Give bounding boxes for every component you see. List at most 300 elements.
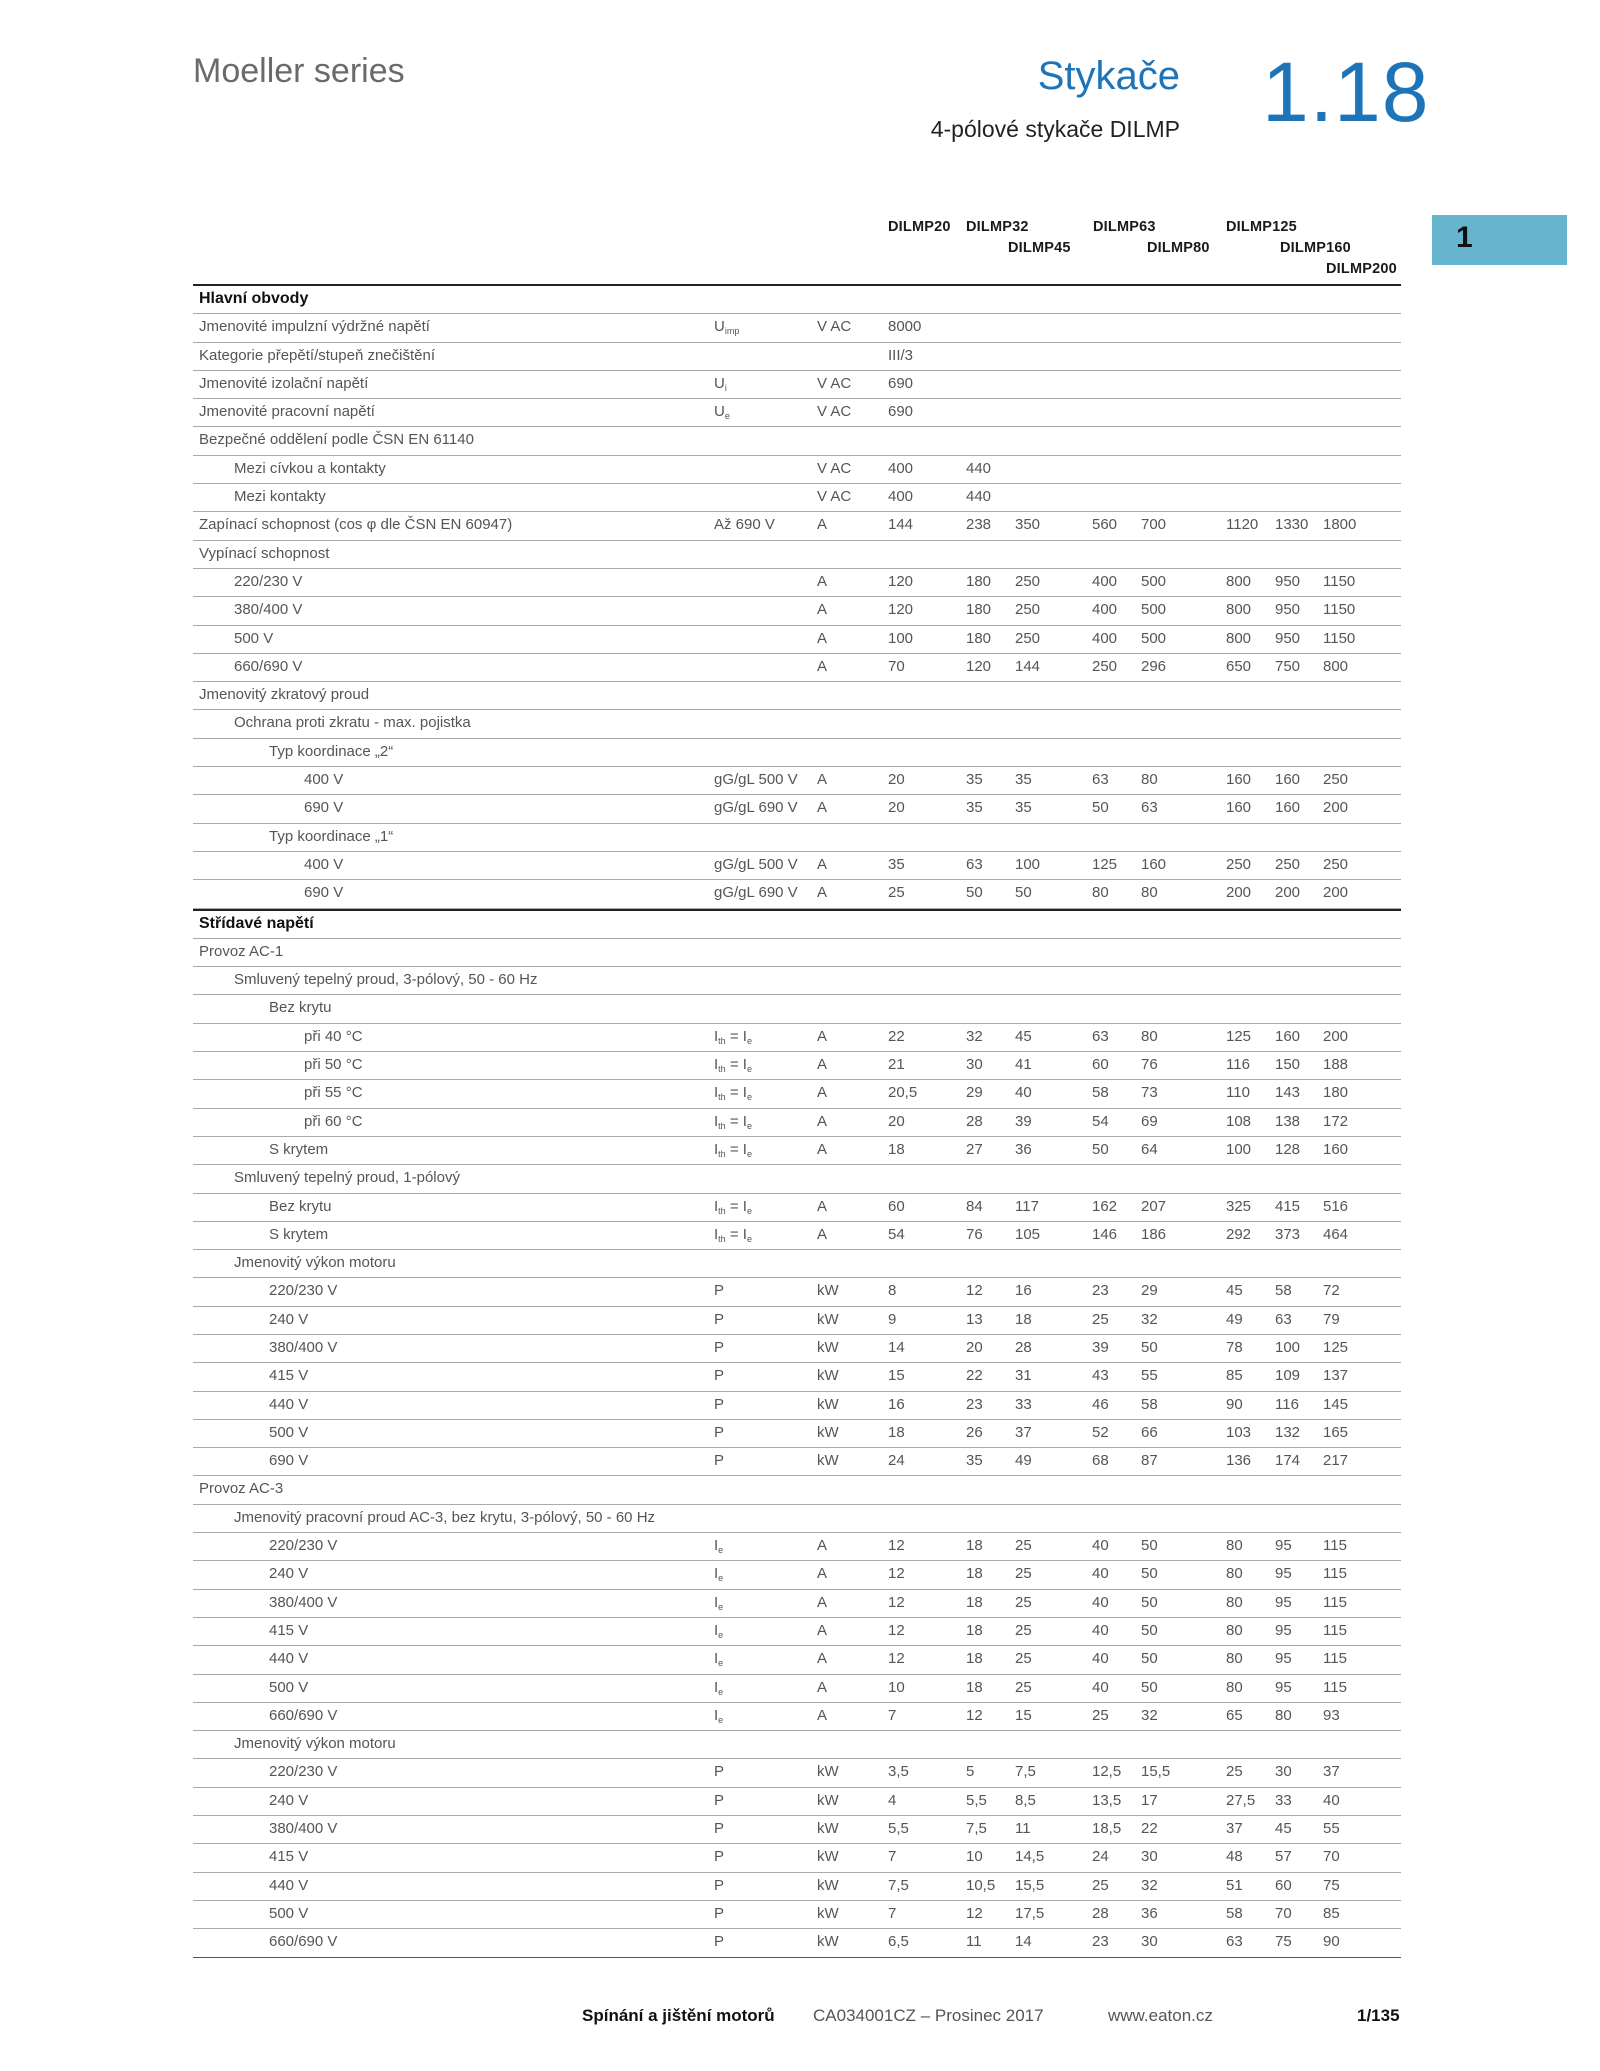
section-number: 1.18	[1262, 45, 1430, 139]
table-cell: 75	[1323, 1876, 1340, 1894]
chapter-tab-label: 1	[1456, 221, 1473, 254]
table-cell: 22	[1141, 1820, 1158, 1838]
table-cell: 60	[888, 1197, 905, 1215]
table-cell: 40	[1015, 1084, 1032, 1102]
table-cell: 50	[1092, 1140, 1109, 1158]
row-label: 240 V	[269, 1565, 309, 1583]
table-row	[193, 1307, 1401, 1335]
table-cell: 10,5	[966, 1876, 996, 1894]
table-cell: 95	[1275, 1650, 1292, 1668]
table-row	[193, 1788, 1401, 1816]
row-label: 500 V	[269, 1678, 309, 1696]
row-unit: A	[817, 1140, 828, 1158]
table-cell: 200	[1323, 799, 1349, 817]
table-cell: 200	[1323, 884, 1349, 902]
table-cell: 60	[1092, 1056, 1109, 1074]
table-cell: 50	[1092, 799, 1109, 817]
column-header: DILMP20	[888, 219, 951, 235]
table-cell: 500	[1141, 629, 1167, 647]
table-cell: 54	[888, 1225, 905, 1243]
page-subtitle: 4-pólové stykače DILMP	[930, 116, 1180, 142]
row-label: při 60 °C	[304, 1112, 363, 1130]
row-unit: kW	[817, 1395, 839, 1413]
table-cell: 93	[1323, 1706, 1340, 1724]
table-cell: 72	[1323, 1282, 1340, 1300]
table-cell: 180	[966, 572, 992, 590]
table-cell: 32	[1141, 1310, 1158, 1328]
table-row	[193, 1222, 1401, 1250]
row-unit: V AC	[817, 403, 852, 421]
row-label: 380/400 V	[234, 601, 303, 619]
table-cell: 31	[1015, 1367, 1032, 1385]
table-cell: 143	[1275, 1084, 1301, 1102]
table-cell: 12	[888, 1537, 905, 1555]
row-label: Hlavní obvody	[199, 290, 309, 307]
table-cell: 180	[966, 601, 992, 619]
table-cell: 12	[888, 1650, 905, 1668]
row-label: 220/230 V	[234, 572, 303, 590]
table-cell: 35	[1015, 799, 1032, 817]
table-cell: 400	[1092, 572, 1118, 590]
table-cell: 690	[888, 403, 914, 421]
row-label: 240 V	[269, 1310, 309, 1328]
row-symbol: P	[714, 1933, 725, 1951]
table-cell: 115	[1323, 1593, 1347, 1611]
table-cell: 37	[1226, 1820, 1243, 1838]
table-cell: 84	[966, 1197, 983, 1215]
table-cell: 22	[966, 1367, 983, 1385]
row-label: Typ koordinace „1“	[269, 827, 394, 845]
table-row	[193, 1759, 1401, 1787]
row-label: 500 V	[234, 629, 274, 647]
row-symbol: $I_e$	[714, 1650, 724, 1669]
table-cell: 50	[966, 884, 983, 902]
table-cell: 12	[888, 1621, 905, 1639]
row-label: při 50 °C	[304, 1056, 363, 1074]
row-label: 220/230 V	[269, 1763, 338, 1781]
table-cell: 50	[1141, 1650, 1158, 1668]
table-row	[193, 654, 1401, 682]
table-cell: 54	[1092, 1112, 1109, 1130]
row-symbol: $I_e$	[714, 1565, 724, 1584]
row-symbol: P	[714, 1820, 725, 1838]
row-label: 415 V	[269, 1621, 309, 1639]
row-label: 690 V	[269, 1452, 309, 1470]
table-cell: 70	[1323, 1848, 1340, 1866]
row-unit: A	[817, 1225, 828, 1243]
table-cell: 41	[1015, 1056, 1032, 1074]
table-row	[193, 1392, 1401, 1420]
column-header: DILMP63	[1093, 219, 1156, 235]
row-label: při 55 °C	[304, 1084, 363, 1102]
spec-table	[193, 284, 1401, 1958]
table-cell: 11	[966, 1933, 982, 1951]
table-cell: 73	[1141, 1084, 1158, 1102]
table-cell: 1150	[1323, 601, 1356, 619]
table-cell: 32	[1141, 1706, 1158, 1724]
table-cell: 25	[888, 884, 905, 902]
table-row	[193, 1194, 1401, 1222]
table-cell: 58	[1275, 1282, 1292, 1300]
table-cell: 150	[1275, 1056, 1301, 1074]
row-symbol: P	[714, 1452, 725, 1470]
table-cell: 10	[888, 1678, 905, 1696]
row-unit: kW	[817, 1791, 839, 1809]
table-cell: 43	[1092, 1367, 1109, 1385]
row-label: Bezpečné oddělení podle ČSN EN 61140	[199, 431, 474, 449]
row-label: Mezi cívkou a kontakty	[234, 459, 386, 477]
row-symbol: $I_{th} = I_e$	[714, 1197, 752, 1216]
row-symbol: P	[714, 1763, 725, 1781]
table-cell: 30	[1275, 1763, 1292, 1781]
table-cell: 36	[1015, 1140, 1032, 1158]
table-cell: 250	[1323, 855, 1349, 873]
row-unit: A	[817, 1706, 828, 1724]
table-cell: 125	[1323, 1338, 1349, 1356]
row-symbol: gG/gL 500 V	[714, 771, 798, 789]
table-cell: 22	[888, 1027, 905, 1045]
chapter-tab[interactable]	[1432, 215, 1567, 265]
table-row	[193, 710, 1401, 738]
table-row	[193, 1278, 1401, 1306]
table-row	[193, 1080, 1401, 1108]
table-cell: 18,5	[1092, 1820, 1122, 1838]
table-cell: 207	[1141, 1197, 1167, 1215]
table-cell: 23	[1092, 1933, 1109, 1951]
row-label: 415 V	[269, 1367, 309, 1385]
section-row	[193, 909, 1401, 939]
footer-page: 1/135	[1357, 2006, 1400, 2025]
row-symbol: $I_{th} = I_e$	[714, 1027, 752, 1046]
table-cell: 10	[966, 1848, 983, 1866]
table-row	[193, 597, 1401, 625]
table-row	[193, 1561, 1401, 1589]
table-cell: 144	[888, 516, 914, 534]
row-label: 380/400 V	[269, 1820, 338, 1838]
table-cell: 58	[1226, 1904, 1243, 1922]
table-cell: 18	[966, 1593, 983, 1611]
table-cell: 7,5	[1015, 1763, 1036, 1781]
table-cell: 250	[1015, 601, 1041, 619]
table-cell: 40	[1092, 1678, 1109, 1696]
table-row	[193, 939, 1401, 967]
table-cell: 138	[1275, 1112, 1301, 1130]
row-unit: A	[817, 855, 828, 873]
row-unit: kW	[817, 1848, 839, 1866]
column-header: DILMP80	[1147, 240, 1210, 256]
table-row	[193, 967, 1401, 995]
row-symbol: $I_e$	[714, 1537, 724, 1556]
row-symbol: $I_e$	[714, 1593, 724, 1612]
table-cell: 85	[1226, 1367, 1243, 1385]
table-cell: 296	[1141, 657, 1167, 675]
table-cell: 7	[888, 1904, 897, 1922]
row-symbol: $I_{th} = I_e$	[714, 1056, 752, 1075]
table-cell: 18	[888, 1423, 905, 1441]
table-cell: 76	[966, 1225, 983, 1243]
table-row	[193, 371, 1401, 399]
table-row	[193, 399, 1401, 427]
table-cell: 80	[1141, 1027, 1158, 1045]
table-cell: 950	[1275, 629, 1301, 647]
table-cell: 40	[1092, 1593, 1109, 1611]
table-cell: 516	[1323, 1197, 1349, 1215]
table-row	[193, 1250, 1401, 1278]
row-label: 690 V	[304, 799, 344, 817]
table-cell: 35	[966, 771, 983, 789]
footer-section: Spínání a jištění motorů	[582, 2006, 775, 2025]
table-cell: III/3	[888, 346, 914, 364]
table-cell: 100	[888, 629, 914, 647]
row-label: Provoz AC-1	[199, 942, 284, 960]
table-cell: 115	[1323, 1537, 1347, 1555]
table-cell: 325	[1226, 1197, 1252, 1215]
table-cell: 24	[888, 1452, 905, 1470]
table-cell: 50	[1141, 1621, 1158, 1639]
table-cell: 750	[1275, 657, 1301, 675]
table-cell: 32	[966, 1027, 983, 1045]
table-cell: 20	[888, 1112, 905, 1130]
table-cell: 8000	[888, 318, 922, 336]
table-cell: 63	[1226, 1933, 1243, 1951]
table-row	[193, 343, 1401, 371]
table-row	[193, 1590, 1401, 1618]
table-cell: 16	[1015, 1282, 1032, 1300]
row-unit: kW	[817, 1338, 839, 1356]
table-cell: 13,5	[1092, 1791, 1122, 1809]
table-row	[193, 541, 1401, 569]
table-cell: 1330	[1275, 516, 1309, 534]
table-cell: 63	[1092, 1027, 1109, 1045]
row-label: Provoz AC-3	[199, 1480, 284, 1498]
table-cell: 28	[1015, 1338, 1032, 1356]
table-cell: 250	[1323, 771, 1349, 789]
table-cell: 800	[1226, 572, 1252, 590]
table-cell: 415	[1275, 1197, 1301, 1215]
table-cell: 6,5	[888, 1933, 909, 1951]
table-cell: 12	[888, 1565, 905, 1583]
row-unit: A	[817, 1056, 828, 1074]
row-unit: kW	[817, 1933, 839, 1951]
table-cell: 17	[1141, 1791, 1158, 1809]
table-cell: 80	[1141, 884, 1158, 902]
table-cell: 90	[1226, 1395, 1243, 1413]
table-cell: 12	[888, 1593, 905, 1611]
table-cell: 37	[1323, 1763, 1340, 1781]
row-unit: A	[817, 657, 828, 675]
table-cell: 25	[1092, 1876, 1109, 1894]
table-cell: 1120	[1226, 516, 1259, 534]
row-symbol: gG/gL 500 V	[714, 855, 798, 873]
row-label: 440 V	[269, 1650, 309, 1668]
table-cell: 95	[1275, 1678, 1292, 1696]
table-cell: 162	[1092, 1197, 1118, 1215]
row-unit: V AC	[817, 459, 852, 477]
table-cell: 25	[1015, 1565, 1032, 1583]
row-unit: kW	[817, 1282, 839, 1300]
table-cell: 250	[1015, 572, 1041, 590]
table-cell: 250	[1275, 855, 1301, 873]
table-cell: 165	[1323, 1423, 1349, 1441]
row-unit: A	[817, 771, 828, 789]
row-symbol: P	[714, 1904, 725, 1922]
table-cell: 35	[966, 799, 983, 817]
table-cell: 108	[1226, 1112, 1252, 1130]
table-cell: 20	[888, 799, 905, 817]
table-cell: 40	[1092, 1621, 1109, 1639]
table-cell: 1150	[1323, 572, 1356, 590]
row-symbol: $U_e$	[714, 403, 730, 422]
table-cell: 174	[1275, 1452, 1301, 1470]
row-unit: kW	[817, 1452, 839, 1470]
row-label: 690 V	[304, 884, 344, 902]
row-symbol: $I_{th} = I_e$	[714, 1084, 752, 1103]
table-cell: 20	[966, 1338, 983, 1356]
table-cell: 12,5	[1092, 1763, 1122, 1781]
table-cell: 690	[888, 374, 914, 392]
table-row	[193, 1052, 1401, 1080]
table-cell: 50	[1141, 1565, 1158, 1583]
table-cell: 18	[966, 1565, 983, 1583]
row-label: Kategorie přepětí/stupeň znečištění	[199, 346, 435, 364]
table-cell: 35	[1015, 771, 1032, 789]
table-row	[193, 1420, 1401, 1448]
table-row	[193, 795, 1401, 823]
row-label: 220/230 V	[269, 1537, 338, 1555]
table-cell: 63	[1141, 799, 1158, 817]
table-row	[193, 1901, 1401, 1929]
table-cell: 55	[1323, 1820, 1340, 1838]
table-cell: 8,5	[1015, 1791, 1036, 1809]
row-label: Smluvený tepelný proud, 1-pólový	[234, 1169, 460, 1187]
row-unit: kW	[817, 1367, 839, 1385]
table-cell: 116	[1226, 1056, 1250, 1074]
table-cell: 40	[1092, 1565, 1109, 1583]
table-row	[193, 314, 1401, 342]
row-unit: V AC	[817, 318, 852, 336]
table-cell: 25	[1015, 1537, 1032, 1555]
footer-doc: CA034001CZ – Prosinec 2017	[813, 2006, 1044, 2025]
table-cell: 400	[888, 459, 914, 477]
table-cell: 50	[1141, 1678, 1158, 1696]
table-cell: 63	[1092, 771, 1109, 789]
table-cell: 186	[1141, 1225, 1167, 1243]
table-row	[193, 1137, 1401, 1165]
row-label: S krytem	[269, 1225, 329, 1243]
table-cell: 115	[1323, 1678, 1347, 1696]
table-row	[193, 1505, 1401, 1533]
table-row	[193, 1873, 1401, 1901]
row-unit: A	[817, 1621, 828, 1639]
table-cell: 115	[1323, 1565, 1347, 1583]
table-cell: 144	[1015, 657, 1041, 675]
row-label: Jmenovitý výkon motoru	[234, 1735, 396, 1753]
table-cell: 160	[1323, 1140, 1349, 1158]
row-label: Ochrana proti zkratu - max. pojistka	[234, 714, 471, 732]
table-cell: 80	[1092, 884, 1109, 902]
table-cell: 110	[1226, 1084, 1250, 1102]
table-cell: 27,5	[1226, 1791, 1256, 1809]
table-cell: 650	[1226, 657, 1252, 675]
row-unit: A	[817, 1678, 828, 1696]
table-cell: 200	[1323, 1027, 1349, 1045]
table-row	[193, 880, 1401, 908]
row-unit: A	[817, 629, 828, 647]
row-label: 400 V	[304, 771, 344, 789]
row-symbol: P	[714, 1338, 725, 1356]
table-cell: 40	[1323, 1791, 1340, 1809]
table-cell: 20	[888, 771, 905, 789]
table-cell: 25	[1015, 1621, 1032, 1639]
table-cell: 80	[1226, 1678, 1243, 1696]
row-unit: V AC	[817, 488, 852, 506]
row-symbol: P	[714, 1367, 725, 1385]
table-row	[193, 1533, 1401, 1561]
row-unit: A	[817, 1593, 828, 1611]
table-cell: 18	[1015, 1310, 1032, 1328]
table-cell: 90	[1323, 1933, 1340, 1951]
table-cell: 50	[1141, 1338, 1158, 1356]
table-cell: 39	[1015, 1112, 1032, 1130]
row-unit: kW	[817, 1904, 839, 1922]
table-row	[193, 1618, 1401, 1646]
table-cell: 50	[1015, 884, 1032, 902]
table-row	[193, 767, 1401, 795]
row-symbol: $I_e$	[714, 1706, 724, 1725]
table-cell: 145	[1323, 1395, 1349, 1413]
table-row	[193, 739, 1401, 767]
row-unit: kW	[817, 1820, 839, 1838]
table-cell: 14	[1015, 1933, 1032, 1951]
table-cell: 30	[1141, 1933, 1158, 1951]
table-row	[193, 682, 1401, 710]
table-cell: 128	[1275, 1140, 1301, 1158]
table-cell: 49	[1226, 1310, 1243, 1328]
table-cell: 120	[966, 657, 992, 675]
table-cell: 24	[1092, 1848, 1109, 1866]
row-unit: kW	[817, 1763, 839, 1781]
table-cell: 7,5	[888, 1876, 909, 1894]
table-cell: 25	[1092, 1310, 1109, 1328]
table-cell: 250	[1226, 855, 1252, 873]
series-name: Moeller series	[193, 52, 405, 90]
table-cell: 14,5	[1015, 1848, 1045, 1866]
table-cell: 3,5	[888, 1763, 909, 1781]
table-cell: 440	[966, 488, 992, 506]
footer-url[interactable]: www.eaton.cz	[1108, 2006, 1213, 2025]
row-unit: V AC	[817, 374, 852, 392]
column-header: DILMP160	[1280, 240, 1351, 256]
table-cell: 28	[966, 1112, 983, 1130]
table-cell: 11	[1015, 1820, 1031, 1838]
section-row	[193, 286, 1401, 314]
table-cell: 400	[888, 488, 914, 506]
row-unit: A	[817, 1084, 828, 1102]
table-row	[193, 569, 1401, 597]
table-cell: 700	[1141, 516, 1167, 534]
table-cell: 33	[1275, 1791, 1292, 1809]
table-cell: 80	[1226, 1537, 1243, 1555]
row-symbol: $U_{imp}$	[714, 318, 740, 337]
table-cell: 37	[1015, 1423, 1032, 1441]
table-cell: 125	[1226, 1027, 1252, 1045]
row-label: 500 V	[269, 1904, 309, 1922]
table-cell: 115	[1323, 1650, 1347, 1668]
row-symbol: $I_e$	[714, 1678, 724, 1697]
table-cell: 238	[966, 516, 992, 534]
table-row	[193, 1731, 1401, 1759]
table-cell: 9	[888, 1310, 897, 1328]
